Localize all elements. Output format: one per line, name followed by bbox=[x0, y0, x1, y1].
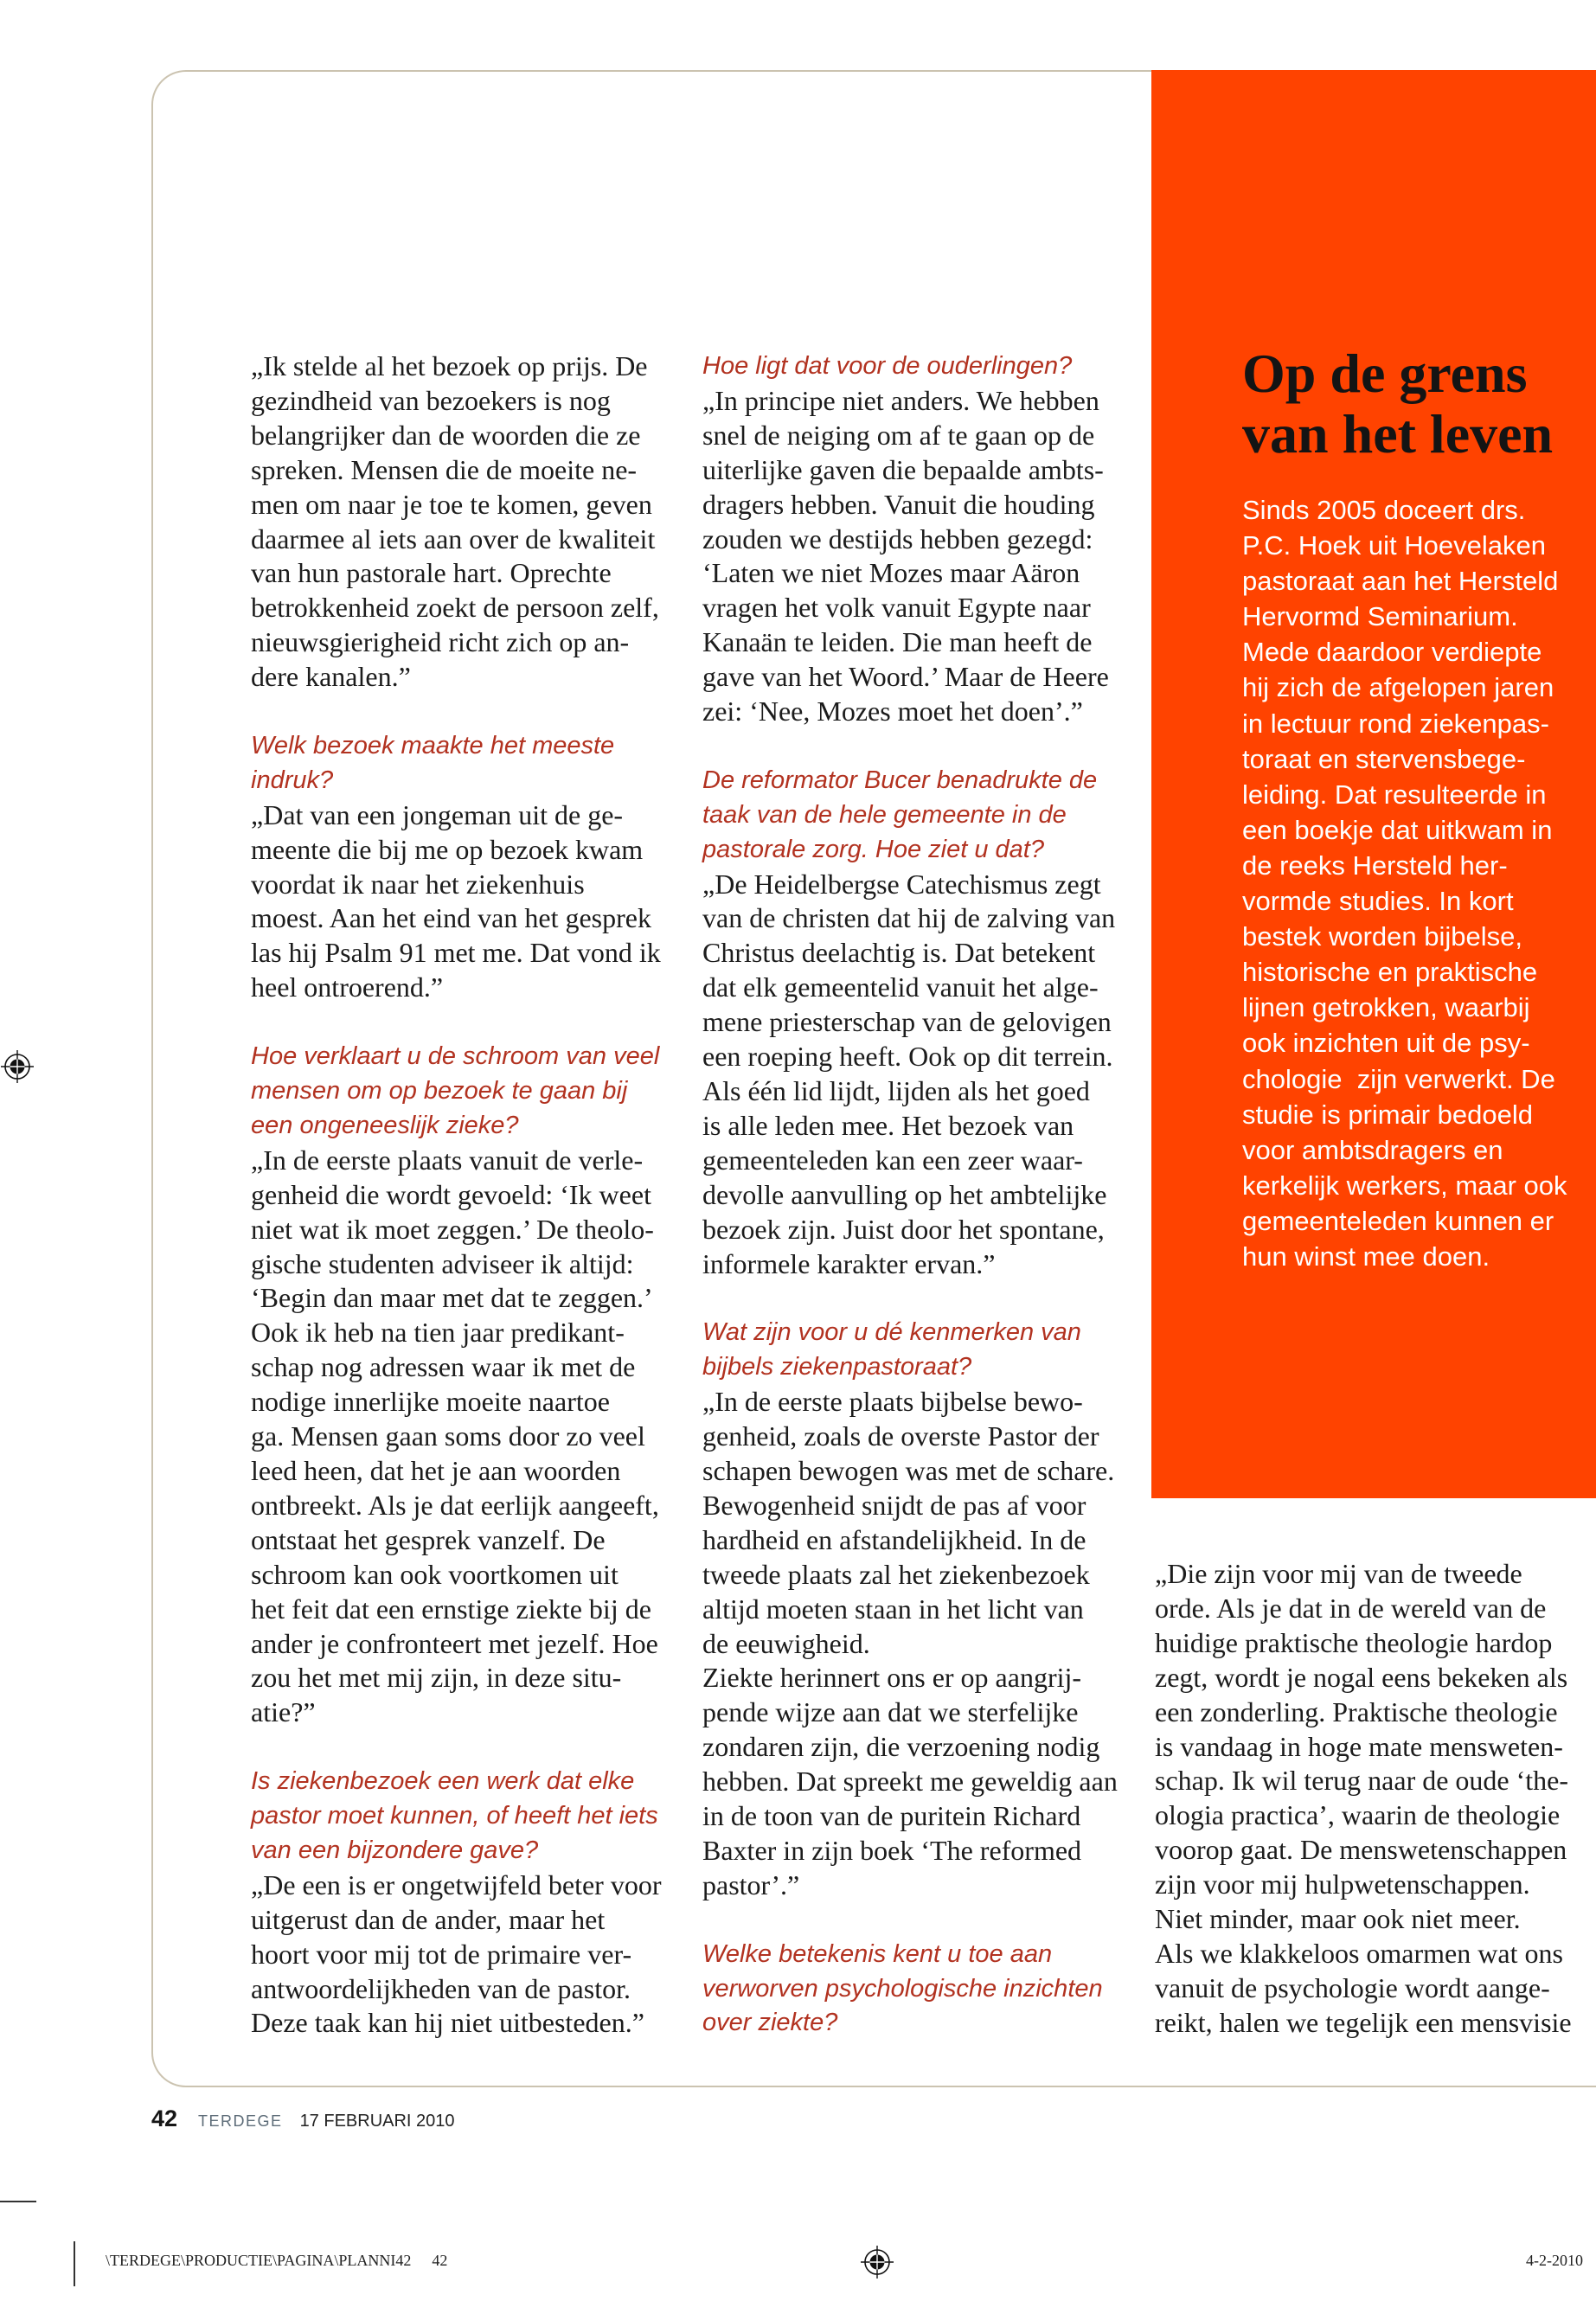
interview-question: Welke betekenis kent u toe aan verworven psychologische inzichten over ziekte? bbox=[702, 1939, 1103, 2037]
answer-paragraph: „Ik stelde al het bezoek op prijs. De gezindheid van bezoekers is nog belangrijker dan de woorden die ze spreken. Mensen die de moeite ne- men om naar je toe te komen, geven daarmee al iets aan over de kwaliteit van hun pastorale hart. Oprechte betrokkenheid zoekt de persoon zelf, nieuwsgierigheid richt zich op an- dere kanalen.” bbox=[251, 350, 659, 693]
answer-paragraph: „De Heidelbergse Catechismus zegt van de christen dat hij de zalving van Christus deelachtig is. Dat betekent dat elk gemeentelid vanuit het alge- mene priesterschap van de gelovigen een roeping heeft. Ook op dit terrein. Als één lid lijdt, lijden als het goed is alle leden mee. Het bezoek van gemeenteleden kan een zeer waar- devolle aanvulling op het ambtelijke bezoek zijn. Juist door het spontane, informele karakter ervan.” bbox=[702, 868, 1116, 1279]
answer-paragraph: „In de eerste plaats bijbelse bewo- genheid, zoals de overste Pastor der schapen bewogen was met de schare. Bewogenheid snijdt de pas af voor hardheid en afstandelijkheid. In de tweede plaats zal het ziekenbezoek altijd moeten staan in het licht van de eeuwigheid. bbox=[702, 1386, 1115, 1659]
crop-mark-horizontal bbox=[0, 2201, 36, 2202]
interview-question: Hoe verklaart u de schroom van veel mensen om op bezoek te gaan bij een ongeneeslijk zieke? bbox=[251, 1042, 660, 1139]
article-column-3 bbox=[1155, 1557, 1587, 2041]
slug-date: 4-2-2010 bbox=[1526, 2252, 1583, 2269]
registration-mark-icon bbox=[860, 2245, 894, 2279]
footer-page-number: 42 bbox=[151, 2106, 178, 2131]
interview-question: Hoe ligt dat voor de ouderlingen? bbox=[702, 352, 1073, 380]
slug-file-path: \TERDEGE\PRODUCTIE\PAGINA\PLANNI42 bbox=[106, 2252, 412, 2269]
sidebar-box bbox=[1151, 70, 1596, 1498]
answer-paragraph: „De een is er ongetwijfeld beter voor uitgerust dan de ander, maar het hoort voor mij tot de primaire ver- antwoordelijkheden van de pastor. Deze taak kan hij niet uitbesteden.” bbox=[251, 1868, 662, 2039]
interview-question: De reformator Bucer benadrukte de taak van de hele gemeente in de pastorale zorg. Hoe ziet u dat? bbox=[702, 766, 1098, 863]
page-footer bbox=[151, 2106, 455, 2132]
answer-paragraph: „Dat van een jongeman uit de ge- meente die bij me op bezoek kwam voordat ik naar het ziekenhuis moest. Aan het eind van het gesprek las hij Psalm 91 met me. Dat vond ik heel ontroerend.” bbox=[251, 798, 661, 1003]
answer-paragraph: „In de eerste plaats vanuit de verle- genheid die wordt gevoeld: ‘Ik weet niet wat ik moet zeggen.’ De theolo- gische studenten adviseer ik altijd: ‘Begin dan maar met dat te zeggen.’ Ook ik heb na tien jaar predikant- schap nog adressen waar ik met de nodige innerlijke moeite naartoe ga. Mensen gaan soms door zo veel leed heen, dat het je aan woorden ontbreekt. Als je dat eerlijk aangeeft, ontstaat het gesprek vanzelf. De schroom kan ook voortkomen uit het feit dat een ernstige ziekte bij de ander je confronteert met jezelf. Hoe zou het met mij zijn, in deze situ- atie?” bbox=[251, 1144, 659, 1728]
interview-question: Welk bezoek maakte het meeste indruk? bbox=[251, 731, 615, 794]
interview-question: Wat zijn voor u dé kenmerken van bijbels ziekenpastoraat? bbox=[702, 1318, 1081, 1381]
sidebar-title-line-2: van het leven bbox=[1242, 403, 1554, 465]
registration-mark-icon bbox=[0, 1049, 35, 1084]
footer-magazine-name: TERDEGE bbox=[198, 2112, 283, 2130]
sidebar-title-line-1: Op de grens bbox=[1242, 343, 1528, 404]
answer-paragraph: „In principe niet anders. We hebben snel de neiging om af te gaan op de uiterlijke gaven die bepaalde ambts- dragers hebben. Vanuit die houding zouden we destijds hebben gezegd: ‘Laten we niet Mozes maar Aäron vragen het volk vanuit Egypte naar Kanaän te leiden. Die man heeft de gave van het Woord.’ Maar de Heere zei: ‘Nee, Mozes moet het doen’.” bbox=[702, 384, 1109, 727]
footer-date: 17 FEBRUARI 2010 bbox=[299, 2112, 455, 2131]
answer-paragraph: Ziekte herinnert ons er op aangrij- pende wijze aan dat we sterfelijke zondaren zijn, die verzoening nodig hebben. Dat spreekt me geweldig aan in de toon van de puritein Richard Baxter in zijn boek ‘The reformed pastor’.” bbox=[702, 1662, 1118, 1900]
slug-page-number: 42 bbox=[432, 2252, 448, 2269]
sidebar-title bbox=[1242, 343, 1553, 465]
sidebar-body-text: Sinds 2005 doceert drs. P.C. Hoek uit Hoevelaken pastoraat aan het Hersteld Hervormd Seminarium. Mede daardoor verdiepte hij zich de afgelopen jaren in lectuur rond ziekenpas- toraat en stervensbege- leiding. Dat resulteerde in een boekje dat uitkwam in de reeks Hersteld her- vormde studies. In kort bestek worden bijbelse, historische en praktische lijnen getrokken, waarbij ook inzichten uit de psy- chologie zijn verwerkt. De studie is primair bedoeld voor ambtsdragers en kerkelijk werkers, maar ook gemeenteleden kunnen er hun winst mee doen. bbox=[1242, 495, 1567, 1272]
answer-paragraph: „Die zijn voor mij van de tweede orde. Als je dat in de wereld van de huidige praktische theologie hardop zegt, wordt je nogal eens bekeken als een zonderling. Praktische theologie is vandaag in hoge mate mensweten- schap. Ik wil terug naar de oude ‘the- ologia practica’, waarin de theologie voorop gaat. De menswetenschappen zijn voor mij hulpwetenschappen. Niet minder, maar ook niet meer. Als we klakkeloos omarmen wat ons vanuit de psychologie wordt aange- reikt, halen we tegelijk een mensvisie bbox=[1155, 1558, 1572, 2038]
print-slug bbox=[106, 2252, 447, 2270]
crop-mark-vertical bbox=[74, 2241, 75, 2286]
article-column-2 bbox=[702, 349, 1135, 2041]
article-column-1 bbox=[251, 349, 683, 2041]
interview-question: Is ziekenbezoek een werk dat elke pastor moet kunnen, of heeft het iets van een bijzondere gave? bbox=[251, 1767, 658, 1864]
